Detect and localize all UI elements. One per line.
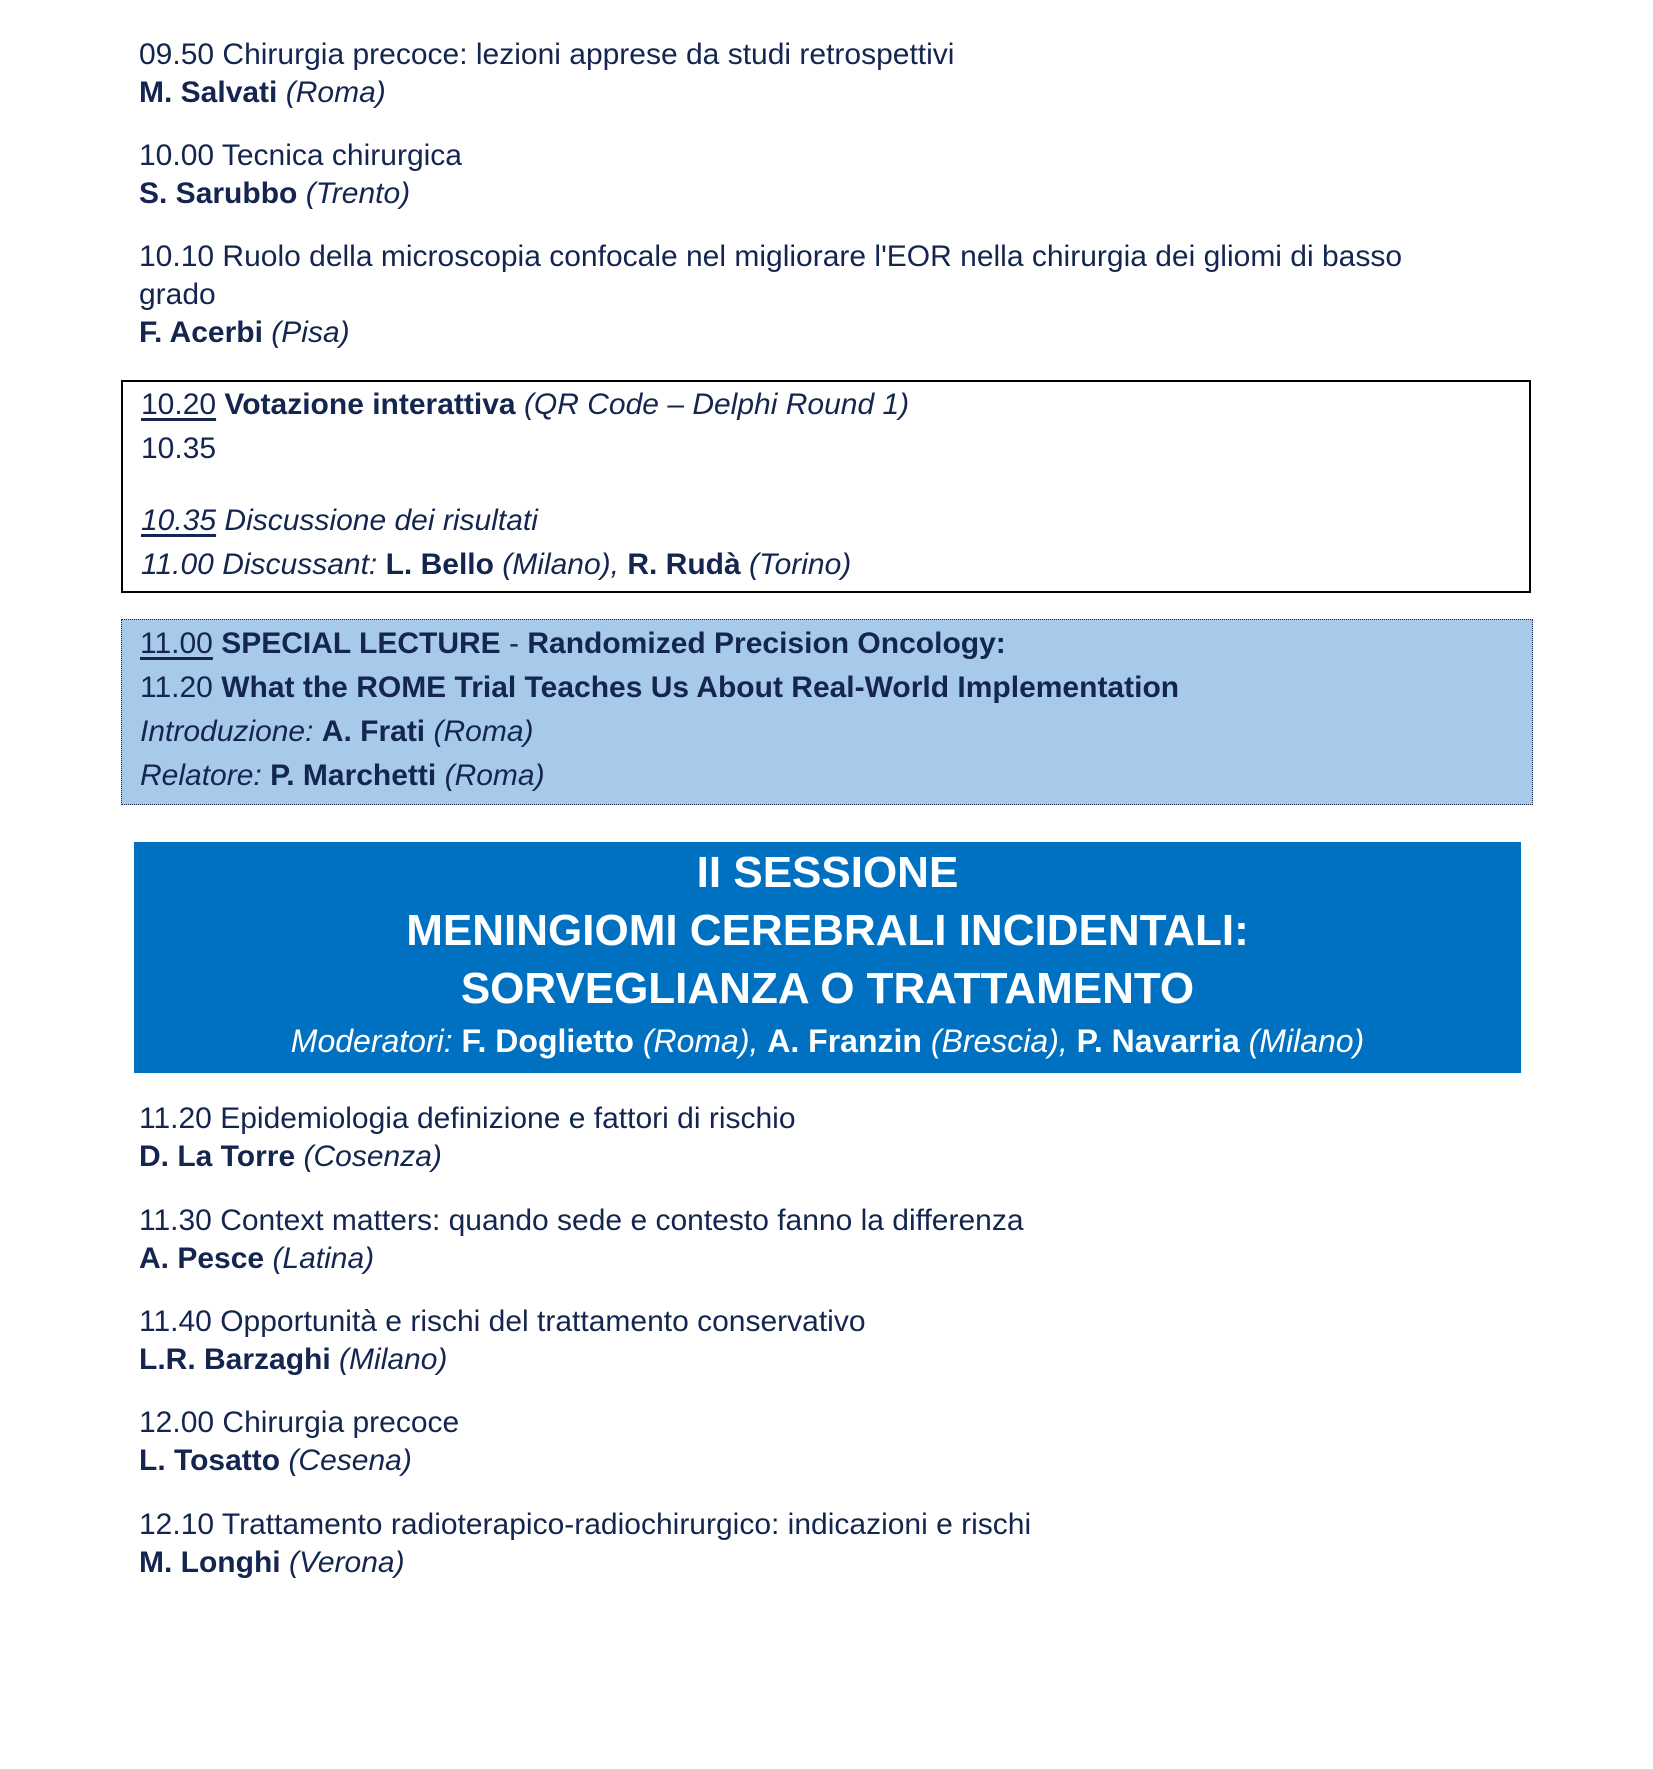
session-header <box>134 842 1521 1073</box>
session-title-line1: MENINGIOMI CEREBRALI INCIDENTALI: <box>406 906 1249 955</box>
agenda-item-time-title: 11.40 Opportunità e rischi del trattamento conservativo <box>139 1305 866 1338</box>
agenda-item-time-title: 10.10 Ruolo della microscopia confocale nel migliorare l'EOR nella chirurgia dei gliomi di basso <box>139 240 1403 273</box>
agenda-item-time-title: 11.20 Epidemiologia definizione e fattori di rischio <box>139 1102 796 1135</box>
agenda-item-speaker: M. Longhi (Verona) <box>139 1546 405 1579</box>
agenda-item-speaker: M. Salvati (Roma) <box>139 76 386 109</box>
agenda-item-speaker: A. Pesce (Latina) <box>139 1242 375 1275</box>
session-number: II SESSIONE <box>696 848 959 897</box>
special-lecture-subtitle: 11.20 What the ROME Trial Teaches Us About Real-World Implementation <box>140 671 1180 704</box>
voting-box <box>121 380 1531 593</box>
agenda-item-speaker: S. Sarubbo (Trento) <box>139 177 411 210</box>
agenda-item-speaker: L.R. Barzaghi (Milano) <box>139 1343 448 1376</box>
agenda-item-time-title: 10.00 Tecnica chirurgica <box>139 139 462 172</box>
voting-title: 10.20 Votazione interattiva (QR Code – Delphi Round 1) <box>141 388 910 421</box>
special-lecture-speaker: Relatore: P. Marchetti (Roma) <box>140 759 545 792</box>
agenda-item-time-title: 12.10 Trattamento radioterapico-radiochirurgico: indicazioni e rischi <box>139 1508 1032 1541</box>
agenda-item-speaker: D. La Torre (Cosenza) <box>139 1140 442 1173</box>
discussants: 11.00 Discussant: L. Bello (Milano), R. Rudà (Torino) <box>141 548 852 581</box>
special-lecture-box <box>121 619 1533 805</box>
voting-end-time: 10.35 <box>141 432 217 465</box>
agenda-item-title-cont: grado <box>139 278 216 311</box>
agenda-item-speaker: F. Acerbi (Pisa) <box>139 316 350 349</box>
agenda-item-time-title: 12.00 Chirurgia precoce <box>139 1406 460 1439</box>
session-title-line2: SORVEGLIANZA O TRATTAMENTO <box>460 964 1195 1013</box>
session-moderators: Moderatori: F. Doglietto (Roma), A. Franzin (Brescia), P. Navarria (Milano) <box>290 1023 1365 1059</box>
agenda-item-speaker: L. Tosatto (Cesena) <box>139 1444 412 1477</box>
agenda-item-time-title: 11.30 Context matters: quando sede e contesto fanno la differenza <box>139 1204 1024 1237</box>
discussion-title: 10.35 Discussione dei risultati <box>141 504 538 537</box>
special-lecture-intro: Introduzione: A. Frati (Roma) <box>140 715 534 748</box>
special-lecture-title: 11.00 SPECIAL LECTURE - Randomized Precision Oncology: <box>140 627 1006 660</box>
agenda-item-time-title: 09.50 Chirurgia precoce: lezioni apprese da studi retrospettivi <box>139 38 955 71</box>
